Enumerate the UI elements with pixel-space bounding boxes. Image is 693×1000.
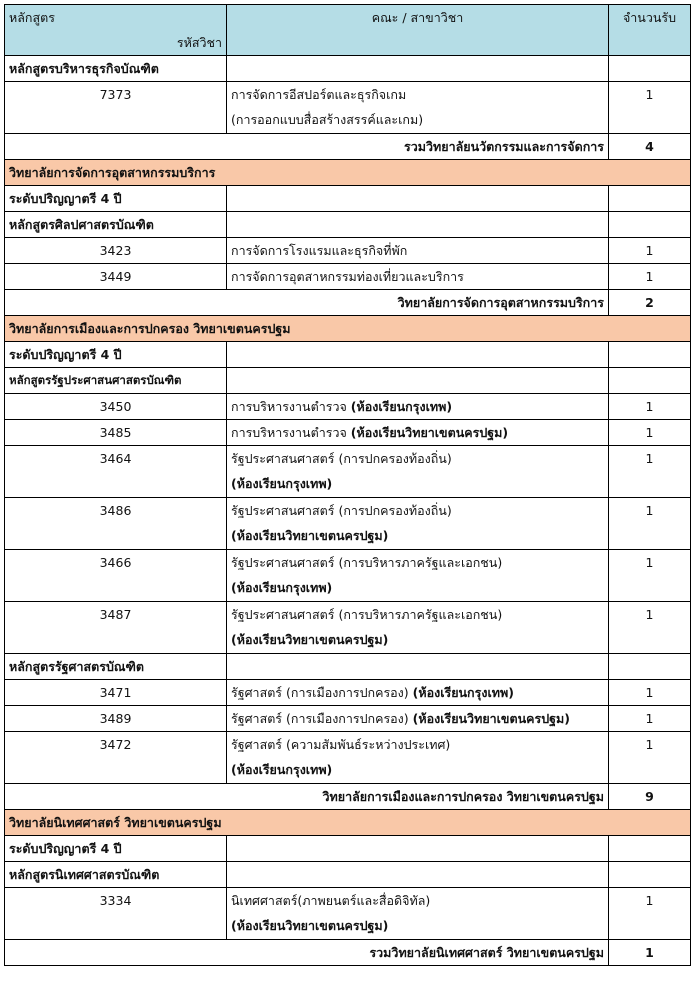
empty-cell xyxy=(227,212,609,238)
empty-cell xyxy=(227,342,609,368)
program-name-text: รัฐประศาสนศาสตร์ (การบริหารภาครัฐและเอกชน) xyxy=(231,607,503,622)
faculty-row xyxy=(5,316,691,342)
program-name xyxy=(227,680,609,706)
program-code: 3472 xyxy=(5,732,227,784)
header-quota: จำนวนรับ xyxy=(609,5,691,56)
faculty-total-label: รวมวิทยาลัยนวัตกรรมและการจัดการ xyxy=(5,134,609,160)
program-row xyxy=(5,82,691,134)
faculty-total-label: วิทยาลัยการเมืองและการปกครอง วิทยาเขตนครปฐม xyxy=(5,784,609,810)
program-name-line2 xyxy=(231,471,604,496)
empty-cell xyxy=(609,342,691,368)
program-campus: (ห้องเรียนวิทยาเขตนครปฐม) xyxy=(231,918,389,933)
table-body xyxy=(5,56,691,966)
empty-cell xyxy=(609,836,691,862)
faculty-name: วิทยาลัยนิเทศศาสตร์ วิทยาเขตนครปฐม xyxy=(5,810,691,836)
faculty-total-count: 1 xyxy=(609,940,691,966)
program-name-text: นิเทศศาสตร์(ภาพยนตร์และสื่อดิจิทัล) xyxy=(231,893,431,908)
program-name-text: การจัดการอุตสาหกรรมท่องเที่ยวและบริการ xyxy=(231,269,464,284)
program-quota: 1 xyxy=(609,238,691,264)
program-name-line2 xyxy=(231,757,604,782)
program-name-line2 xyxy=(231,913,604,938)
degree-level-row xyxy=(5,186,691,212)
program-quota: 1 xyxy=(609,264,691,290)
program-quota: 1 xyxy=(609,888,691,940)
program-campus: (ห้องเรียนกรุงเทพ) xyxy=(350,399,453,414)
header-curriculum-code xyxy=(5,5,227,56)
empty-cell xyxy=(227,654,609,680)
program-code: 3449 xyxy=(5,264,227,290)
empty-cell xyxy=(609,186,691,212)
program-code: 3485 xyxy=(5,420,227,446)
program-name-text: การจัดการอีสปอร์ตและธุรกิจเกม xyxy=(231,87,407,102)
degree-level-row xyxy=(5,836,691,862)
curriculum-name: หลักสูตรรัฐประศาสนศาสตรบัณฑิต xyxy=(5,368,227,394)
program-quota: 1 xyxy=(609,446,691,498)
program-name xyxy=(227,264,609,290)
program-row xyxy=(5,498,691,550)
program-row xyxy=(5,680,691,706)
faculty-row xyxy=(5,160,691,186)
degree-level: ระดับปริญญาตรี 4 ปี xyxy=(5,836,227,862)
program-name xyxy=(227,550,609,602)
empty-cell xyxy=(227,368,609,394)
faculty-total-row xyxy=(5,134,691,160)
program-name-line2 xyxy=(231,575,604,600)
curriculum-name: หลักสูตรศิลปศาสตรบัณฑิต xyxy=(5,212,227,238)
program-code: 3466 xyxy=(5,550,227,602)
program-code: 3450 xyxy=(5,394,227,420)
faculty-total-label: รวมวิทยาลัยนิเทศศาสตร์ วิทยาเขตนครปฐม xyxy=(5,940,609,966)
program-code: 3487 xyxy=(5,602,227,654)
header-curriculum-label: หลักสูตร xyxy=(9,10,55,25)
program-name-text: รัฐศาสตร์ (การเมืองการปกครอง) xyxy=(231,685,413,700)
empty-cell xyxy=(609,862,691,888)
curriculum-row xyxy=(5,368,691,394)
faculty-name: วิทยาลัยการเมืองและการปกครอง วิทยาเขตนครปฐม xyxy=(5,316,691,342)
program-name-text: การจัดการโรงแรมและธุรกิจที่พัก xyxy=(231,243,408,258)
faculty-row xyxy=(5,810,691,836)
program-name-text: รัฐประศาสนศาสตร์ (การปกครองท้องถิ่น) xyxy=(231,451,452,466)
faculty-total-row xyxy=(5,940,691,966)
program-campus: (ห้องเรียนกรุงเทพ) xyxy=(231,762,333,777)
program-code: 3486 xyxy=(5,498,227,550)
table-header-row xyxy=(5,5,691,56)
program-quota: 1 xyxy=(609,706,691,732)
program-quota: 1 xyxy=(609,732,691,784)
program-quota: 1 xyxy=(609,498,691,550)
faculty-total-count: 4 xyxy=(609,134,691,160)
program-row xyxy=(5,420,691,446)
program-name xyxy=(227,420,609,446)
program-name-text: รัฐศาสตร์ (ความสัมพันธ์ระหว่างประเทศ) xyxy=(231,737,451,752)
faculty-total-row xyxy=(5,290,691,316)
empty-cell xyxy=(227,862,609,888)
empty-cell xyxy=(609,654,691,680)
faculty-total-label: วิทยาลัยการจัดการอุตสาหกรรมบริการ xyxy=(5,290,609,316)
program-name xyxy=(227,602,609,654)
program-name xyxy=(227,706,609,732)
faculty-name: วิทยาลัยการจัดการอุตสาหกรรมบริการ xyxy=(5,160,691,186)
program-row xyxy=(5,264,691,290)
program-name-text: (การออกแบบสื่อสร้างสรรค์และเกม) xyxy=(231,112,424,127)
empty-cell xyxy=(227,186,609,212)
program-name xyxy=(227,446,609,498)
program-row xyxy=(5,888,691,940)
program-campus: (ห้องเรียนกรุงเทพ) xyxy=(412,685,514,700)
faculty-total-count: 2 xyxy=(609,290,691,316)
faculty-total-row xyxy=(5,784,691,810)
program-campus: (ห้องเรียนวิทยาเขตนครปฐม) xyxy=(231,528,389,543)
program-name xyxy=(227,394,609,420)
program-name-text: รัฐศาสตร์ (การเมืองการปกครอง) xyxy=(231,711,413,726)
program-campus: (ห้องเรียนวิทยาเขตนครปฐม) xyxy=(231,632,389,647)
program-name-line2 xyxy=(231,107,604,132)
degree-level-row xyxy=(5,342,691,368)
program-quota: 1 xyxy=(609,550,691,602)
program-campus: (ห้องเรียนกรุงเทพ) xyxy=(231,580,333,595)
program-quota: 1 xyxy=(609,394,691,420)
curriculum-row xyxy=(5,654,691,680)
header-code-label: รหัสวิชา xyxy=(176,35,222,50)
program-quota: 1 xyxy=(609,82,691,134)
program-name xyxy=(227,238,609,264)
program-quota: 1 xyxy=(609,680,691,706)
program-name xyxy=(227,732,609,784)
program-code: 7373 xyxy=(5,82,227,134)
program-code: 3471 xyxy=(5,680,227,706)
program-code: 3334 xyxy=(5,888,227,940)
curriculum-name: หลักสูตรรัฐศาสตรบัณฑิต xyxy=(5,654,227,680)
empty-cell xyxy=(609,368,691,394)
program-campus: (ห้องเรียนวิทยาเขตนครปฐม) xyxy=(350,425,509,440)
program-row xyxy=(5,550,691,602)
program-row xyxy=(5,238,691,264)
empty-cell xyxy=(609,212,691,238)
program-row xyxy=(5,394,691,420)
program-campus: (ห้องเรียนวิทยาเขตนครปฐม) xyxy=(412,711,571,726)
program-code: 3489 xyxy=(5,706,227,732)
program-name-line2 xyxy=(231,627,604,652)
program-name-text: รัฐประศาสนศาสตร์ (การบริหารภาครัฐและเอกชน) xyxy=(231,555,503,570)
faculty-total-count: 9 xyxy=(609,784,691,810)
empty-cell xyxy=(227,56,609,82)
curriculum-row xyxy=(5,862,691,888)
program-row xyxy=(5,446,691,498)
program-code: 3423 xyxy=(5,238,227,264)
empty-cell xyxy=(227,836,609,862)
program-row xyxy=(5,706,691,732)
degree-level: ระดับปริญญาตรี 4 ปี xyxy=(5,186,227,212)
curriculum-name: หลักสูตรนิเทศศาสตรบัณฑิต xyxy=(5,862,227,888)
empty-cell xyxy=(609,56,691,82)
program-name xyxy=(227,498,609,550)
program-name xyxy=(227,888,609,940)
program-code: 3464 xyxy=(5,446,227,498)
header-faculty-major: คณะ / สาขาวิชา xyxy=(227,5,609,56)
program-name xyxy=(227,82,609,134)
program-quota: 1 xyxy=(609,420,691,446)
curriculum-row xyxy=(5,212,691,238)
curriculum-name: หลักสูตรบริหารธุรกิจบัณฑิต xyxy=(5,56,227,82)
program-name-text: การบริหารงานตำรวจ xyxy=(231,425,351,440)
program-quota: 1 xyxy=(609,602,691,654)
program-row xyxy=(5,602,691,654)
program-campus: (ห้องเรียนกรุงเทพ) xyxy=(231,476,333,491)
curriculum-row xyxy=(5,56,691,82)
program-name-text: การบริหารงานตำรวจ xyxy=(231,399,351,414)
program-name-text: รัฐประศาสนศาสตร์ (การปกครองท้องถิ่น) xyxy=(231,503,452,518)
program-name-line2 xyxy=(231,523,604,548)
admission-quota-table xyxy=(4,4,691,966)
degree-level: ระดับปริญญาตรี 4 ปี xyxy=(5,342,227,368)
program-row xyxy=(5,732,691,784)
